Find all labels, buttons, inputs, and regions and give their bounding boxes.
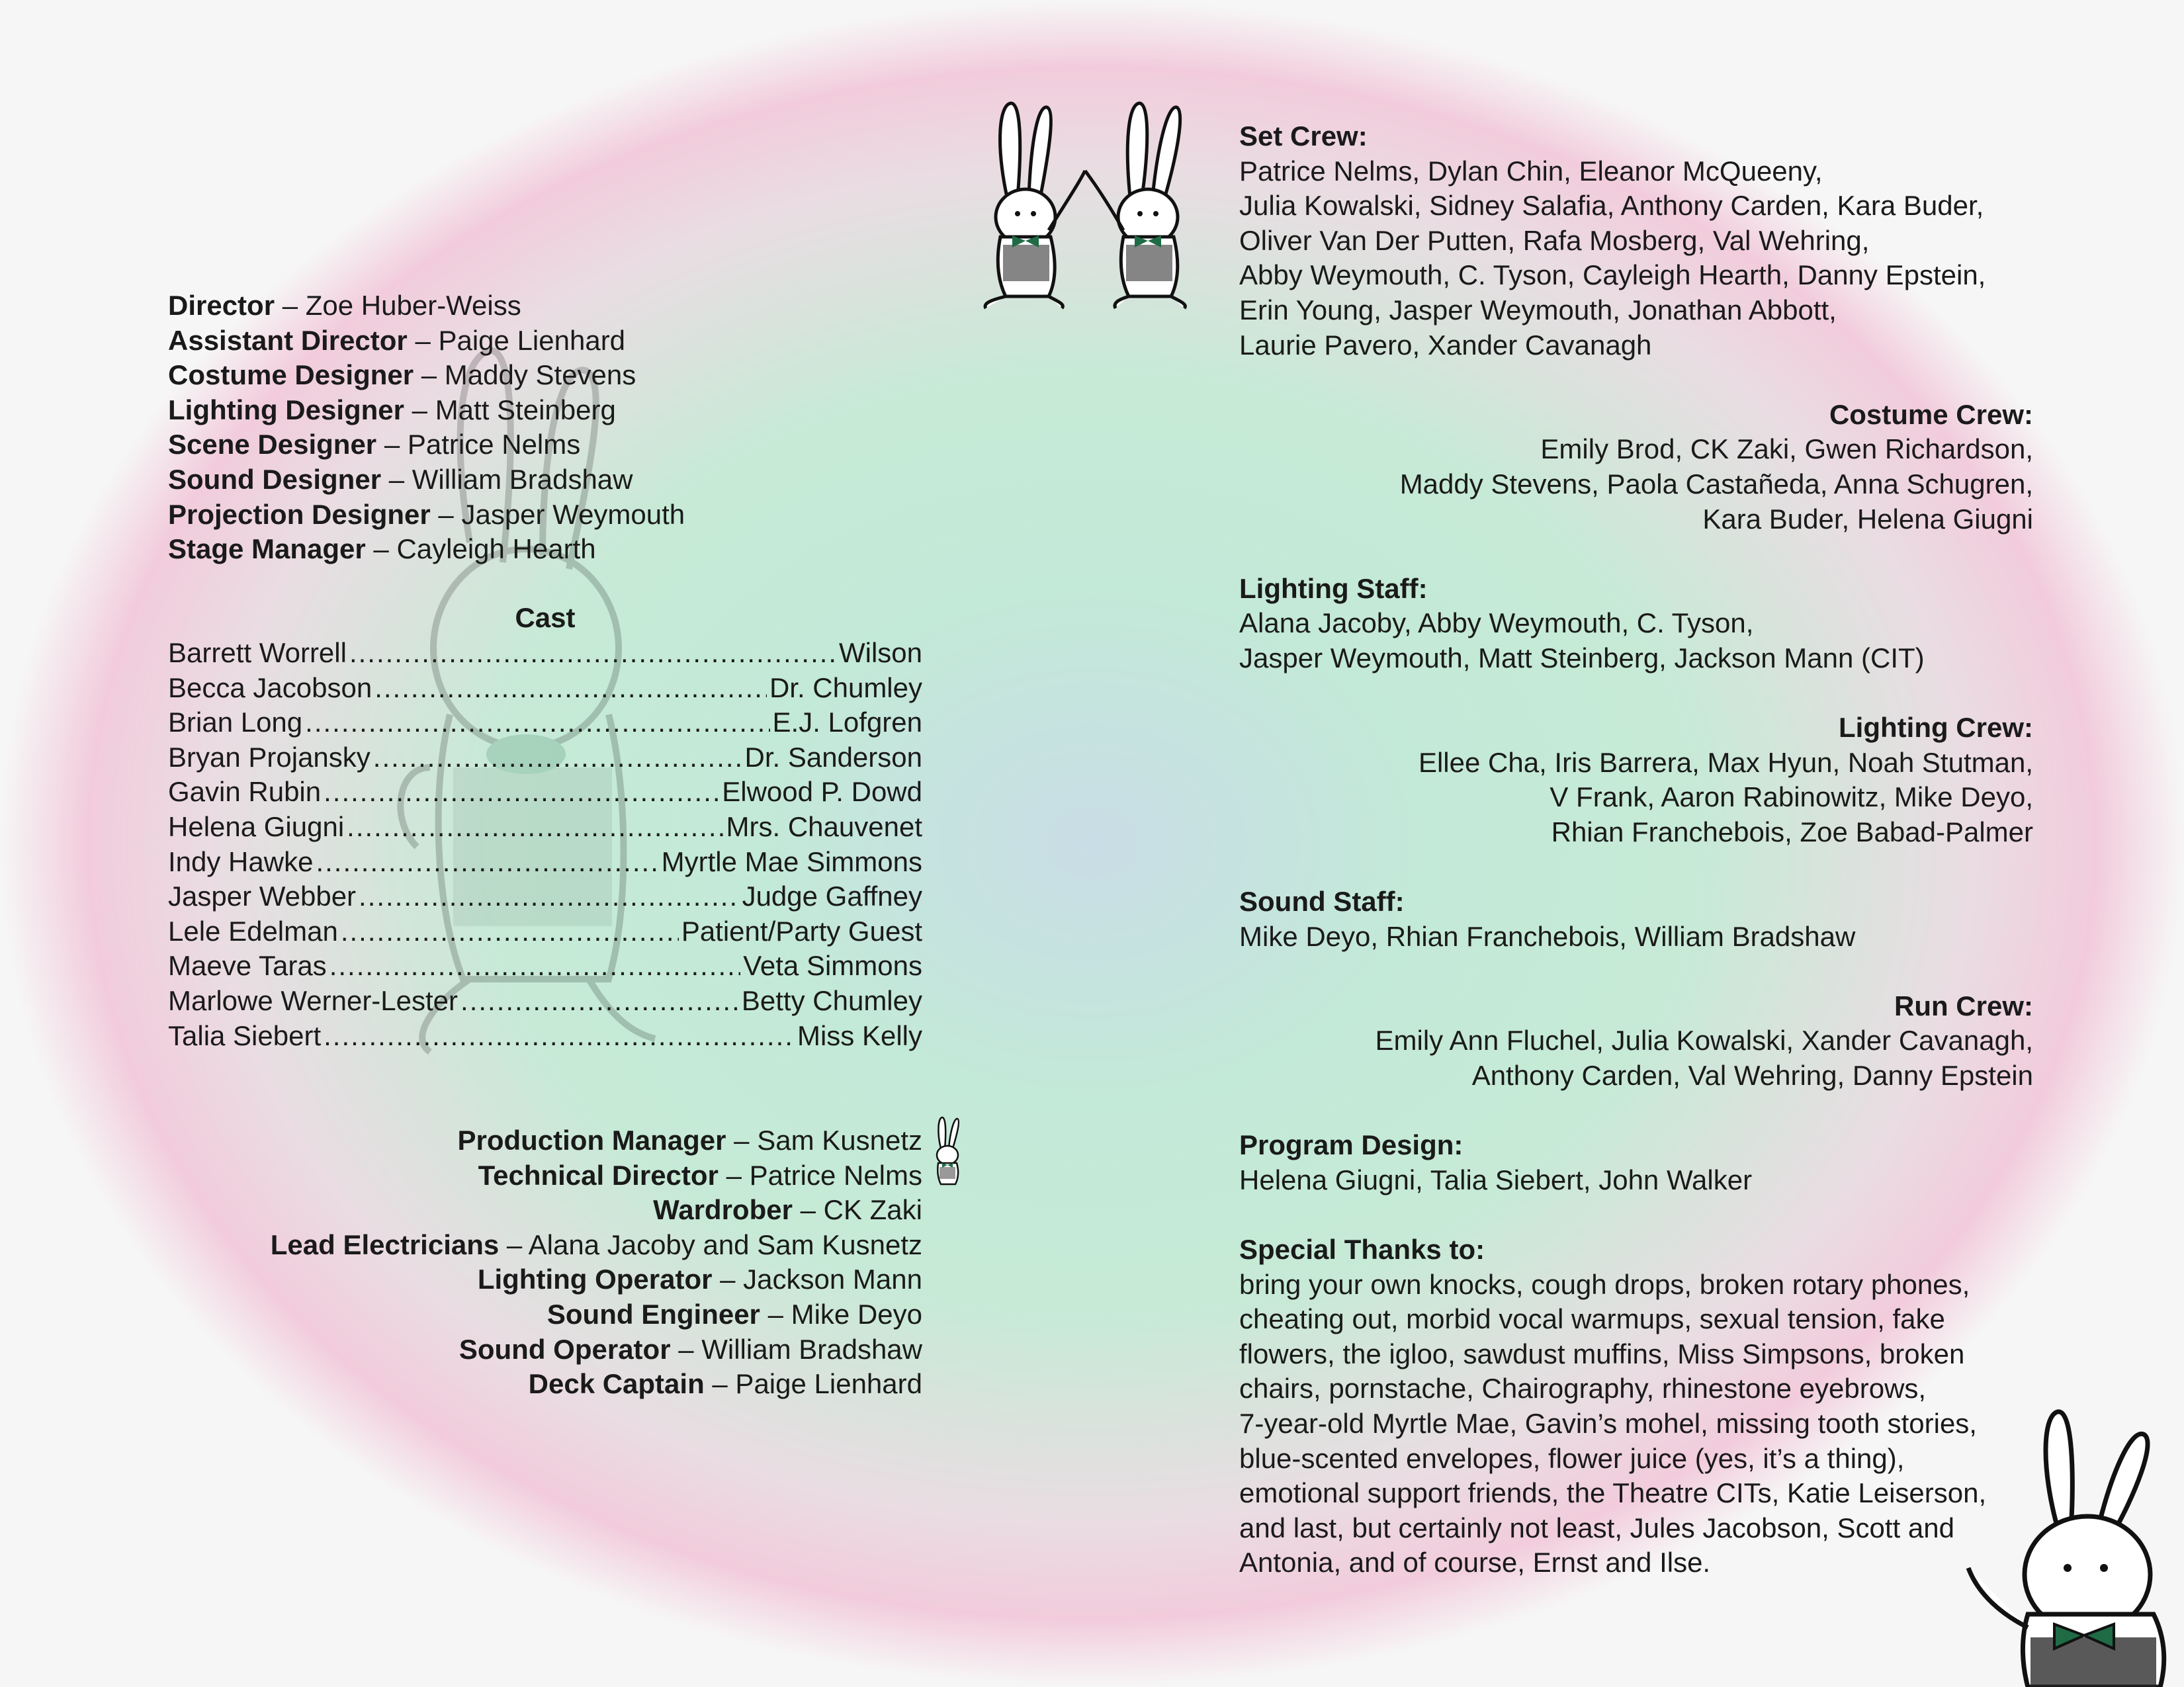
bunny-pair-illustration — [966, 98, 1204, 310]
production-row: Sound Engineer – Mike Deyo — [546, 1298, 922, 1330]
cast-row: Lele Edelman ..... Patient/Party Guest — [168, 914, 922, 949]
production-row: Deck Captain – Paige Lienhard — [528, 1368, 922, 1400]
production-row: Wardrober – CK Zaki — [653, 1194, 922, 1226]
section-heading: Lighting Crew: — [1839, 712, 2033, 744]
cast-row: Barrett Worrell ..... Wilson — [168, 636, 922, 671]
production-team-credits — [271, 1123, 922, 1402]
production-row: Sound Operator – William Bradshaw — [459, 1333, 922, 1365]
special-thanks-section: Special Thanks to: bring your own knocks, cough drops, broken rotary phones, cheating out, morbid vocal warmups, sexual tension, fake flowers, the igloo, sawdust muffins, Miss Simpsons, broken chairs, pornstache, Chairography, rhinestone eyebrows, 7-year-old Myrtle Mae, Gavin’s mohel, missing tooth stories, blue-scented envelopes, flower juice (yes, it’s a thing), emotional support friends, the Theatre CITs, Katie Leiserson, and last, but certainly not least, Jules Jacobson, Scott and Antonia, and of course, Ernst and Ilse. — [1239, 1233, 2033, 1580]
cast-row: Marlowe Werner-Lester ..... Betty Chumley — [168, 984, 922, 1019]
sound-staff-section: Sound Staff: Mike Deyo, Rhian Franchebois, William Bradshaw — [1239, 885, 2033, 954]
cast-row: Maeve Taras ..... Veta Simmons — [168, 949, 922, 984]
credit-row: Lighting Designer – Matt Steinberg — [168, 394, 616, 425]
cast-row: Helena Giugni ..... Mrs. Chauvenet — [168, 810, 922, 845]
production-row: Production Manager – Sam Kusnetz — [457, 1125, 922, 1156]
production-row: Lead Electricians – Alana Jacoby and Sam Kusnetz — [270, 1229, 922, 1260]
section-heading: Set Crew: — [1239, 120, 1368, 151]
cast-row: Talia Siebert ..... Miss Kelly — [168, 1019, 922, 1054]
cast-row: Becca Jacobson ..... Dr. Chumley — [168, 671, 922, 706]
credit-row: Stage Manager – Cayleigh Hearth — [168, 533, 596, 565]
dot-leader — [349, 636, 836, 671]
cast-list — [168, 636, 922, 1053]
dot-leader — [460, 984, 739, 1019]
dot-leader — [374, 671, 767, 706]
credit-row: Scene Designer – Patrice Nelms — [168, 429, 581, 460]
program-design-section: Program Design: Helena Giugni, Talia Siebert, John Walker — [1239, 1128, 2033, 1197]
credit-row: Director – Zoe Huber-Weiss — [168, 290, 521, 321]
dot-leader — [316, 845, 658, 880]
credit-row: Projection Designer – Jasper Weymouth — [168, 498, 685, 530]
run-crew-section: Run Crew: Emily Ann Fluchel, Julia Kowalski, Xander Cavanagh, Anthony Carden, Val Wehring, Danny Epstein — [1239, 989, 2033, 1094]
crew-column — [1239, 119, 2033, 1616]
dot-leader — [341, 914, 679, 949]
production-row: Technical Director – Patrice Nelms — [478, 1159, 922, 1191]
costume-crew-section: Costume Crew: Emily Brod, CK Zaki, Gwen Richardson, Maddy Stevens, Paola Castañeda, Anna Schugren, Kara Buder, Helena Giugni — [1239, 398, 2033, 537]
section-heading: Run Crew: — [1894, 990, 2033, 1021]
creative-team-credits — [168, 288, 685, 567]
credit-row: Sound Designer – William Bradshaw — [168, 463, 633, 495]
bunny-small-illustration — [929, 1115, 966, 1187]
section-heading: Special Thanks to: — [1239, 1234, 1485, 1265]
cast-row: Brian Long ..... E.J. Lofgren — [168, 705, 922, 740]
cast-row: Bryan Projansky ..... Dr. Sanderson — [168, 740, 922, 775]
dot-leader — [373, 740, 742, 775]
dot-leader — [359, 879, 740, 914]
cast-row: Jasper Webber ..... Judge Gaffney — [168, 879, 922, 914]
lighting-staff-section: Lighting Staff: Alana Jacoby, Abby Weymouth, C. Tyson, Jasper Weymouth, Matt Steinberg, Jackson Mann (CIT) — [1239, 572, 2033, 676]
cast-row: Indy Hawke ..... Myrtle Mae Simmons — [168, 845, 922, 880]
dot-leader — [329, 949, 741, 984]
production-row: Lighting Operator – Jackson Mann — [477, 1264, 922, 1295]
dot-leader — [324, 775, 719, 810]
credit-row: Costume Designer – Maddy Stevens — [168, 359, 636, 391]
section-heading: Lighting Staff: — [1239, 572, 1428, 604]
credit-row: Assistant Director – Paige Lienhard — [168, 324, 626, 356]
set-crew-section: Set Crew: Patrice Nelms, Dylan Chin, Eleanor McQueeny, Julia Kowalski, Sidney Salafia, Anthony Carden, Kara Buder, Oliver Van Der Putten, Rafa Mosberg, Val Wehring, Abby Weymouth, C. Tyson, Cayleigh Hearth, Danny Epstein, Erin Young, Jasper Weymouth, Jonathan Abbott, Laurie Pavero, Xander Cavanagh — [1239, 119, 2033, 363]
section-heading: Sound Staff: — [1239, 886, 1405, 918]
lighting-crew-section: Lighting Crew: Ellee Cha, Iris Barrera, Max Hyun, Noah Stutman, V Frank, Aaron Rabinowitz, Mike Deyo, Rhian Franchebois, Zoe Babad-Palmer — [1239, 711, 2033, 849]
cast-heading: Cast — [515, 602, 576, 633]
dot-leader — [305, 705, 769, 740]
dot-leader — [347, 810, 723, 845]
section-heading: Costume Crew: — [1829, 398, 2033, 430]
dot-leader — [324, 1019, 795, 1054]
cast-row: Gavin Rubin ..... Elwood P. Dowd — [168, 775, 922, 810]
section-heading: Program Design: — [1239, 1129, 1463, 1161]
